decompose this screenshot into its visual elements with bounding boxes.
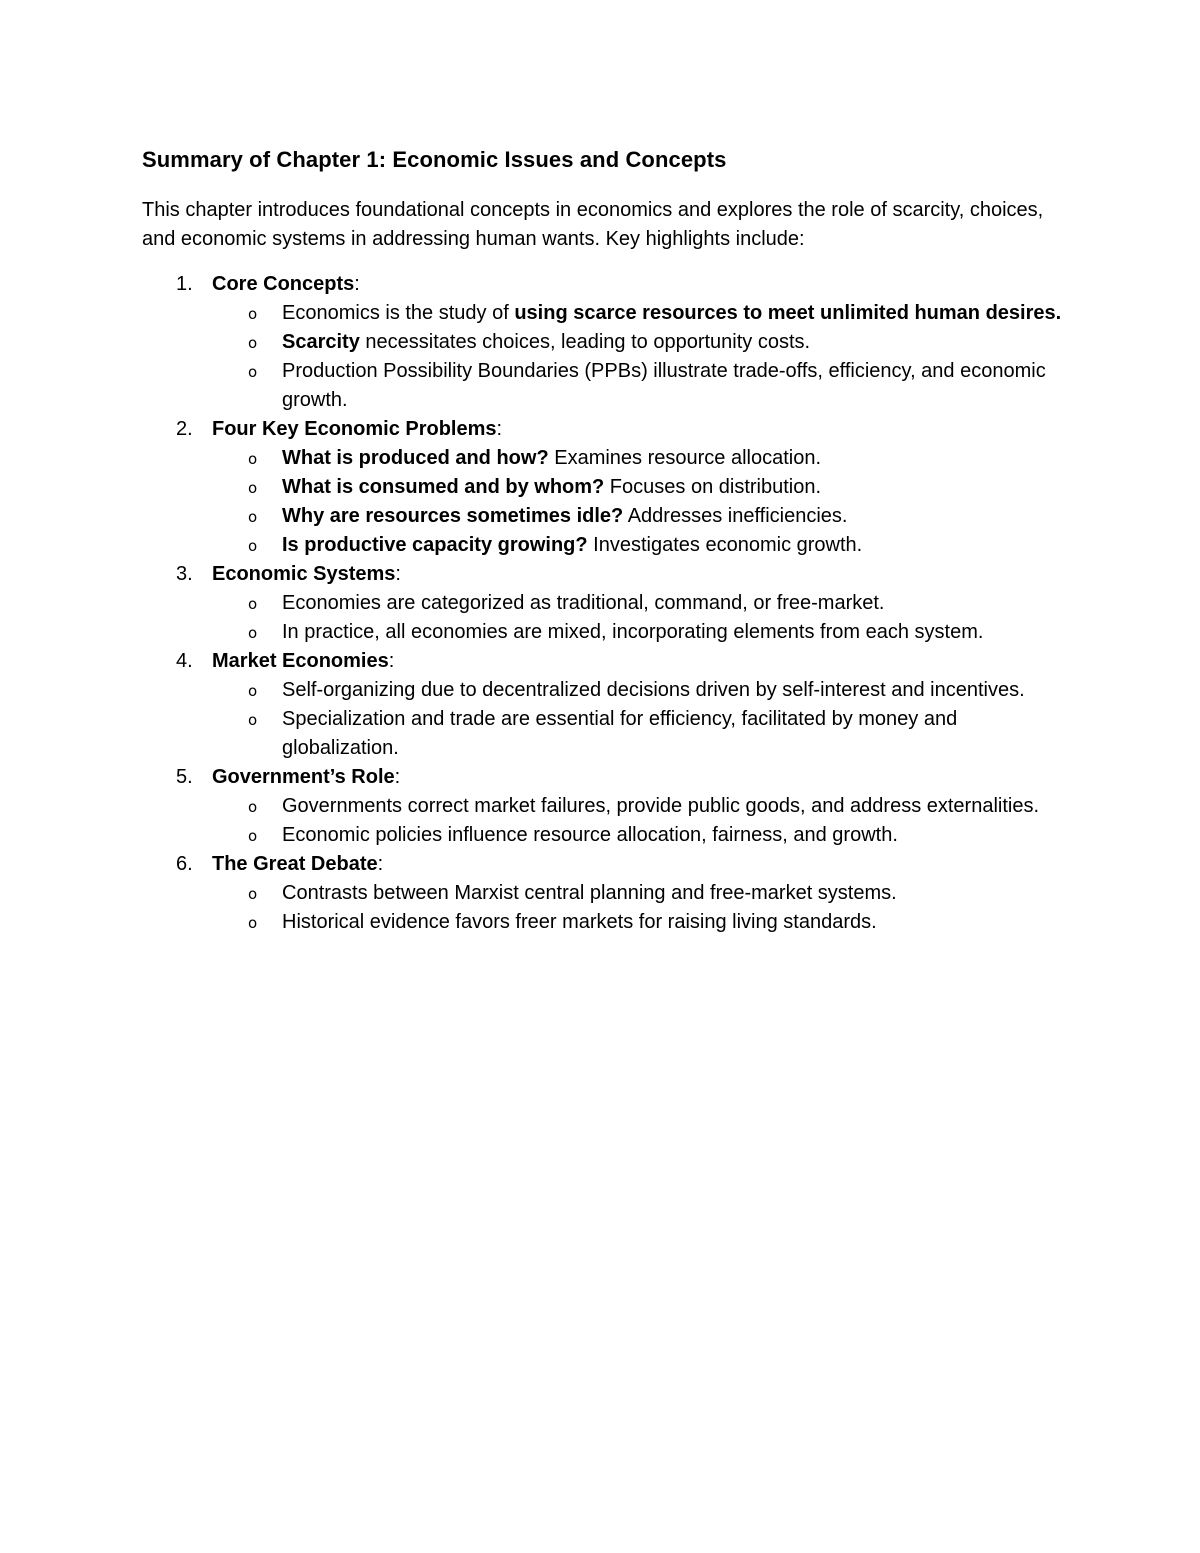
topic-item-core-concepts bbox=[142, 270, 1062, 415]
list-item bbox=[212, 328, 1062, 357]
point-lead: Is productive capacity growing? bbox=[282, 534, 588, 556]
bullet-icon: o bbox=[248, 305, 258, 323]
bullet-icon: o bbox=[248, 914, 258, 932]
point-lead: Scarcity bbox=[282, 331, 360, 353]
point-text: Contrasts between Marxist central planning and free-market systems. bbox=[282, 882, 897, 904]
bullet-icon: o bbox=[248, 682, 258, 700]
bullet-icon: o bbox=[248, 450, 258, 468]
topic-suffix: : bbox=[395, 563, 401, 585]
bullet-icon: o bbox=[248, 624, 258, 642]
list-item bbox=[212, 357, 1062, 415]
list-item bbox=[212, 879, 1062, 908]
topic-title: Government’s Role bbox=[212, 766, 395, 788]
bullet-icon: o bbox=[248, 885, 258, 903]
bullet-icon: o bbox=[248, 508, 258, 526]
topic-number: 4. bbox=[176, 650, 193, 672]
point-lead: Why are resources sometimes idle? bbox=[282, 505, 624, 527]
point-text: Self-organizing due to decentralized decisions driven by self-interest and incentives. bbox=[282, 679, 1025, 701]
topic-title: Core Concepts bbox=[212, 273, 355, 295]
list-item bbox=[212, 705, 1062, 763]
point-text: Governments correct market failures, provide public goods, and address externalities. bbox=[282, 795, 1040, 817]
bullet-list bbox=[212, 589, 1062, 647]
point-text: Production Possibility Boundaries (PPBs) illustrate trade-offs, efficiency, and economic growth. bbox=[282, 360, 1046, 411]
topic-suffix: : bbox=[354, 273, 360, 295]
topic-suffix: : bbox=[496, 418, 503, 440]
topic-number: 5. bbox=[176, 766, 193, 788]
point-text: Investigates economic growth. bbox=[587, 534, 863, 556]
bullet-icon: o bbox=[248, 363, 258, 381]
intro-paragraph: This chapter introduces foundational concepts in economics and explores the role of scarcity, choices, and economic systems in addressing human wants. Key highlights include: bbox=[142, 199, 1044, 250]
bullet-list bbox=[212, 676, 1062, 763]
topic-suffix: : bbox=[388, 650, 395, 672]
list-item bbox=[212, 618, 1062, 647]
point-text: Historical evidence favors freer markets for raising living standards. bbox=[282, 911, 877, 933]
list-item bbox=[212, 589, 1062, 618]
topic-item-economic-systems bbox=[142, 560, 1062, 647]
topic-item-great-debate bbox=[142, 850, 1062, 937]
topic-title: Market Economies bbox=[212, 650, 389, 672]
point-lead: What is produced and how? bbox=[282, 447, 549, 469]
list-item bbox=[212, 473, 1062, 502]
topic-title: The Great Debate bbox=[212, 853, 378, 875]
bullet-list bbox=[212, 792, 1062, 850]
point-text: necessitates choices, leading to opportunity costs. bbox=[359, 331, 811, 353]
point-text: Examines resource allocation. bbox=[548, 447, 822, 469]
bullet-icon: o bbox=[248, 479, 258, 497]
bullet-list bbox=[212, 879, 1062, 937]
point-text: Economics is the study of bbox=[282, 302, 515, 324]
list-item bbox=[212, 821, 1062, 850]
topic-item-government-role bbox=[142, 763, 1062, 850]
point-bold-tail: using scarce resources to meet unlimited human desires. bbox=[514, 302, 1062, 324]
point-text: In practice, all economies are mixed, incorporating elements from each system. bbox=[282, 621, 984, 643]
point-text: Focuses on distribution. bbox=[604, 476, 822, 498]
list-item bbox=[212, 908, 1062, 937]
list-item bbox=[212, 531, 1062, 560]
bullet-icon: o bbox=[248, 798, 258, 816]
list-item bbox=[212, 676, 1062, 705]
point-lead: What is consumed and by whom? bbox=[282, 476, 605, 498]
point-text: Addresses inefficiencies. bbox=[623, 505, 848, 527]
list-item bbox=[212, 444, 1062, 473]
bullet-icon: o bbox=[248, 334, 258, 352]
bullet-icon: o bbox=[248, 827, 258, 845]
topic-suffix: : bbox=[394, 766, 401, 788]
bullet-list bbox=[212, 299, 1062, 415]
topic-title: Four Key Economic Problems bbox=[212, 418, 497, 440]
bullet-icon: o bbox=[248, 711, 258, 729]
topic-number: 2. bbox=[176, 418, 193, 440]
list-item bbox=[212, 792, 1062, 821]
topic-suffix: : bbox=[377, 853, 384, 875]
bullet-icon: o bbox=[248, 537, 258, 555]
topic-item-market-economies bbox=[142, 647, 1062, 763]
bullet-list bbox=[212, 444, 1062, 560]
list-item bbox=[212, 299, 1062, 328]
topic-number: 3. bbox=[176, 563, 193, 585]
topic-number: 6. bbox=[176, 853, 193, 875]
point-text: Specialization and trade are essential for efficiency, facilitated by money and globalization. bbox=[282, 708, 958, 759]
point-text: Economic policies influence resource allocation, fairness, and growth. bbox=[282, 824, 898, 846]
document-body bbox=[142, 142, 1062, 937]
topic-number: 1. bbox=[176, 273, 193, 295]
topic-list bbox=[142, 270, 1062, 937]
topic-item-four-key-problems bbox=[142, 415, 1062, 560]
point-text: Economies are categorized as traditional, command, or free-market. bbox=[282, 592, 885, 614]
list-item bbox=[212, 502, 1062, 531]
topic-title: Economic Systems bbox=[212, 563, 396, 585]
bullet-icon: o bbox=[248, 595, 258, 613]
page-title: Summary of Chapter 1: Economic Issues and Concepts bbox=[142, 147, 727, 172]
